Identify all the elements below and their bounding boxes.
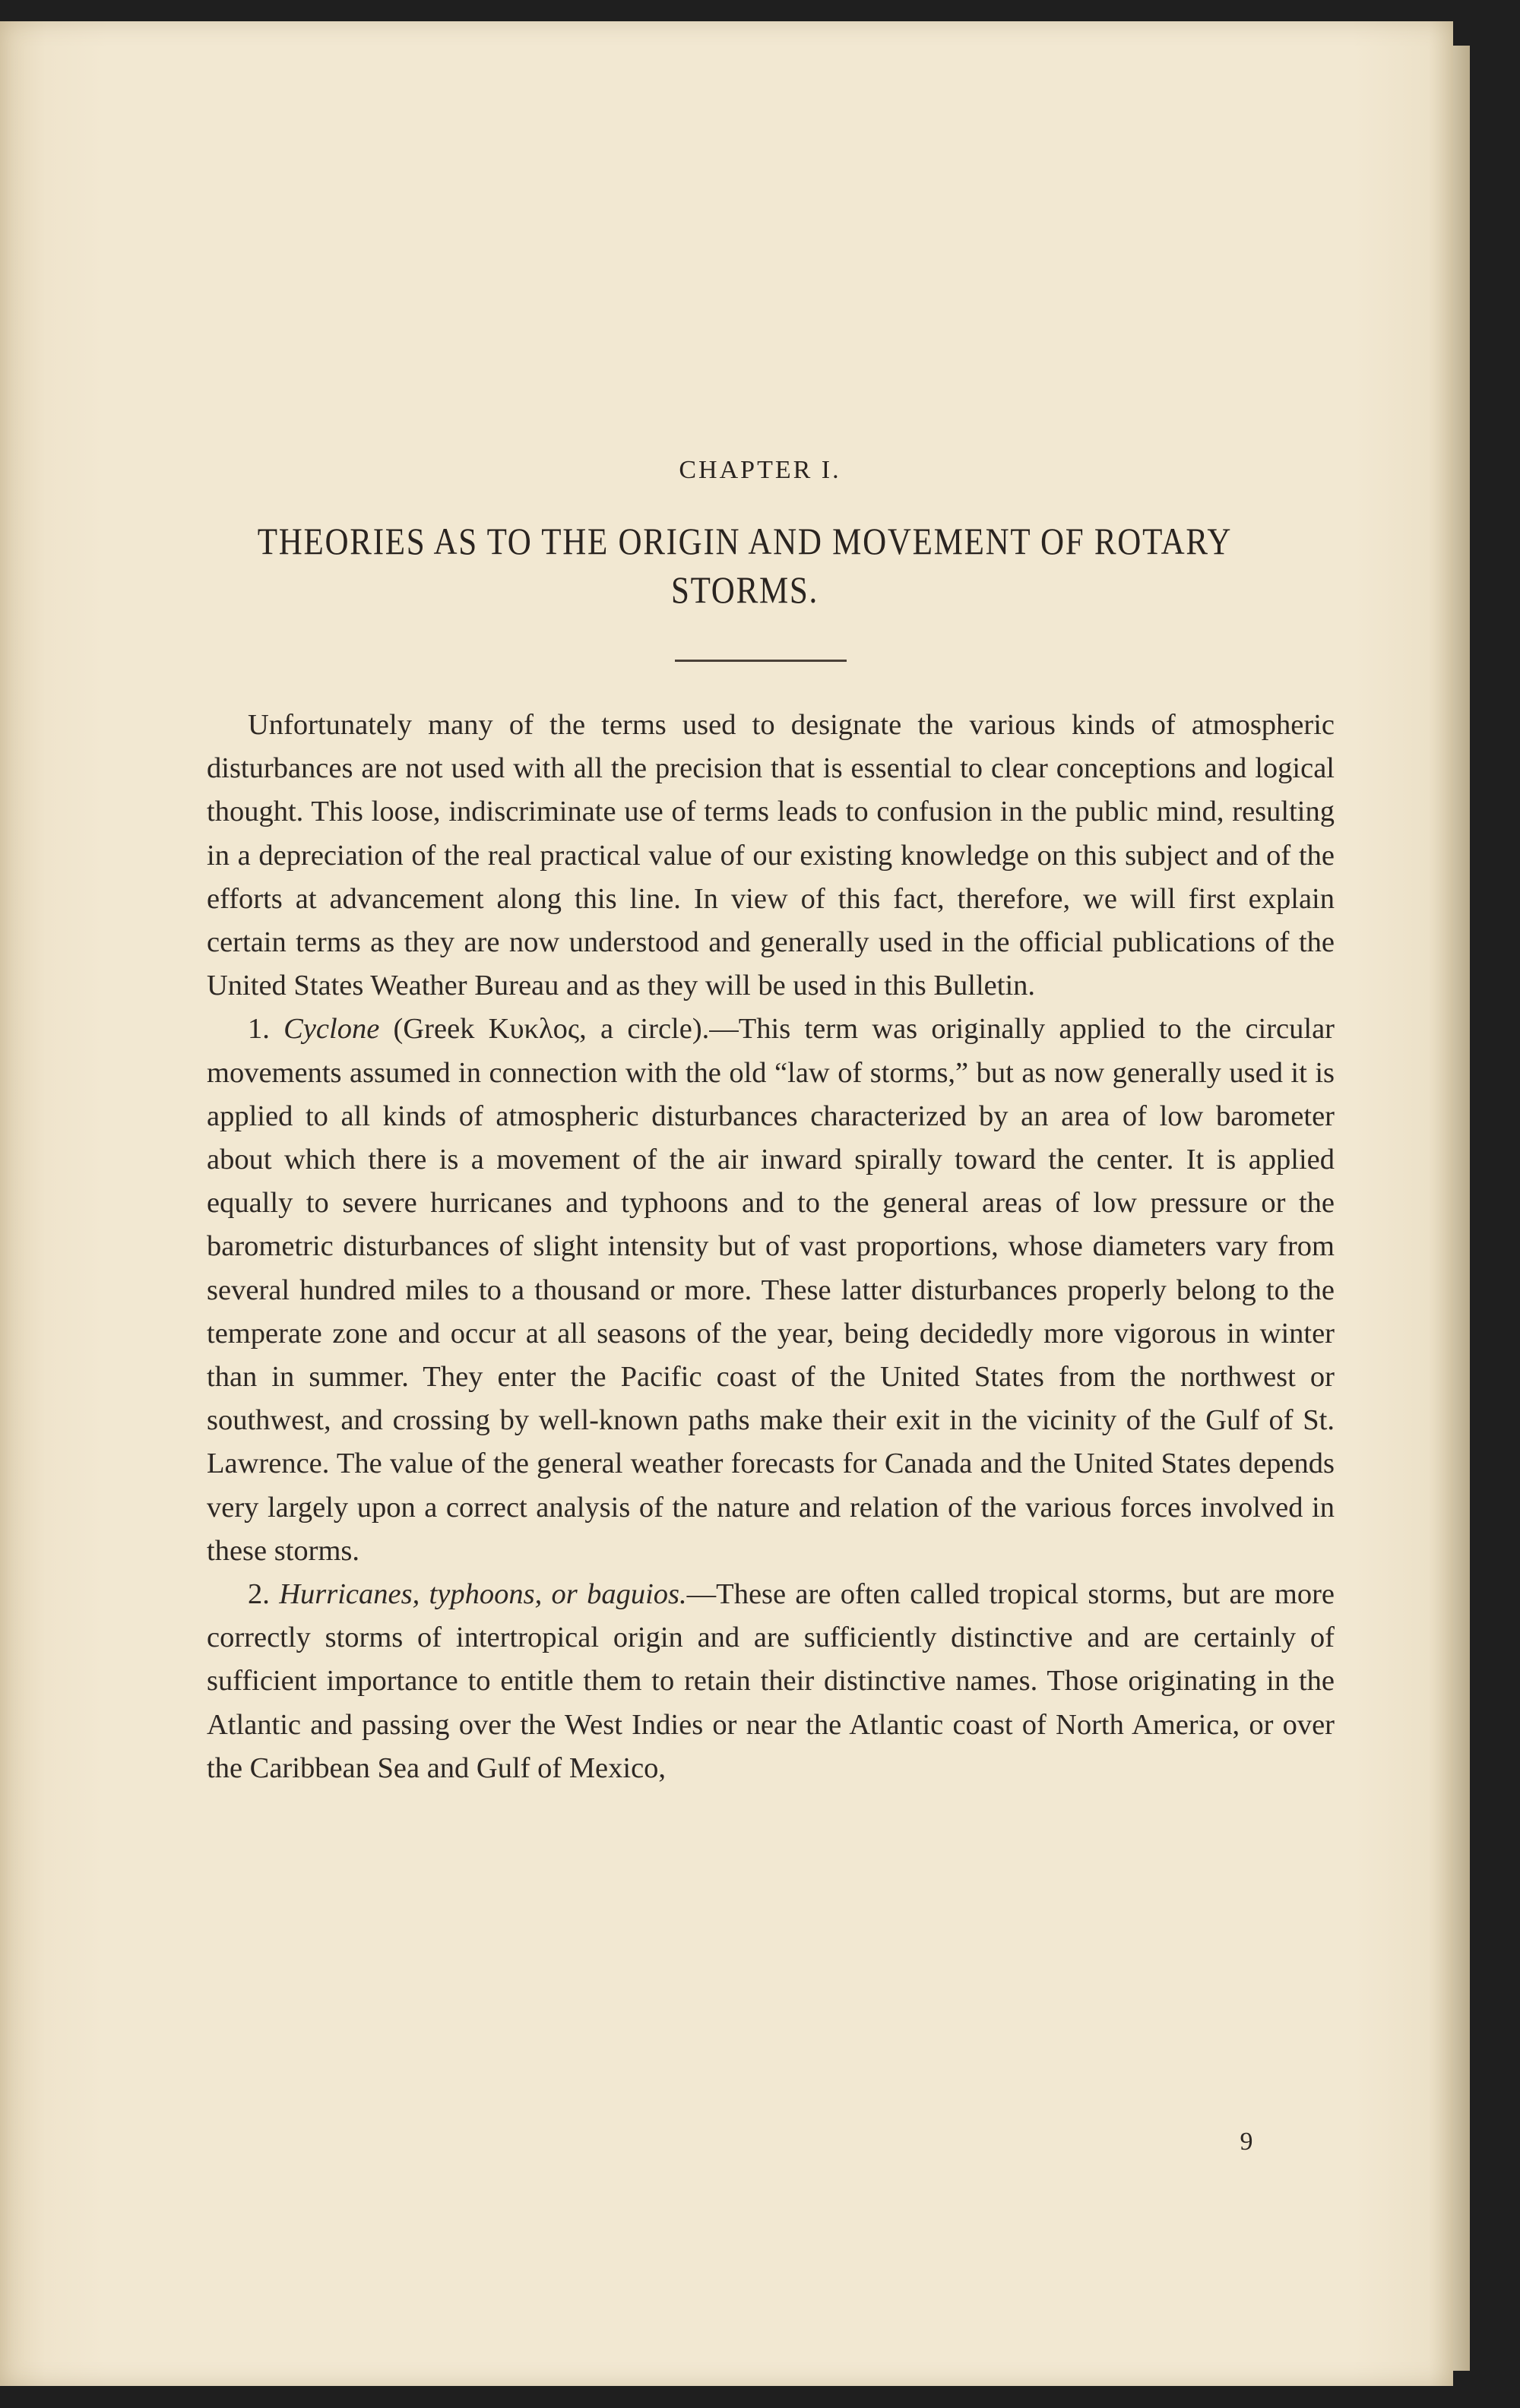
cyclone-text: (Greek Κυκλος, a circle).—This term was originally applied to the circular movements assumed in connection with the old “law of storms,” but as now generally used it is applied to all kinds of atmospheric disturbances characterized by an area of low barometer about which there is a movement of the air inward spirally toward the center. It is applied equally to severe hurricanes and typhoons and to the general areas of low pressure or the barometric disturbances of slight intensity but of vast proportions, whose diameters vary from several hundred miles to a thousand or more. These latter disturbances properly belong to the temperate zone and occur at all seasons of the year, being decidedly more vigorous in winter than in summer. They enter the Pacific coast of the United States from the northwest or southwest, and crossing by well-known paths make their exit in the vicinity of the Gulf of St. Lawrence. The value of the general weather forecasts for Canada and the United States depends very largely upon a correct analysis of the nature and relation of the various forces involved in these storms.	[207, 1013, 1335, 1567]
paragraph-cyclone	[207, 1008, 1335, 1573]
chapter-label: CHAPTER I.	[679, 456, 841, 484]
hurricanes-number: 2.	[248, 1578, 270, 1611]
page-edge	[1453, 46, 1470, 2371]
cyclone-number: 1.	[248, 1013, 270, 1046]
paragraph-intro: Unfortunately many of the terms used to designate the various kinds of atmospheric disturbances are not used with all the precision that is essential to clear conceptions and logical thought. This loose, indiscriminate use of terms leads to confusion in the public mind, resulting in a depreciation of the real practical value of our existing knowledge on this subject and of the efforts at advancement along this line. In view of this fact, therefore, we will first explain certain terms as they are now understood and generally used in the official publications of the United States Weather Bureau and as they will be used in this Bulletin.	[207, 709, 1335, 1002]
page-number: 9	[1240, 2128, 1253, 2156]
hurricanes-term: Hurricanes, typhoons, or baguios.	[279, 1578, 687, 1611]
chapter-title: THEORIES AS TO THE ORIGIN AND MOVEMENT OF ROTARY STORMS.	[257, 520, 1233, 611]
paragraph-hurricanes	[207, 1573, 1335, 1790]
hurricanes-text: —These are often called tropical storms, but are more correctly storms of intertropical origin and are sufficiently distinctive and are certainly of sufficient importance to entitle them to retain their distinctive names. Those originating in the Atlantic and passing over the West Indies or near the Atlantic coast of North America, or over the Caribbean Sea and Gulf of Mexico,	[207, 1578, 1335, 1784]
cyclone-term: Cyclone	[283, 1013, 380, 1046]
title-rule	[675, 660, 847, 662]
body-text	[207, 704, 1335, 1790]
